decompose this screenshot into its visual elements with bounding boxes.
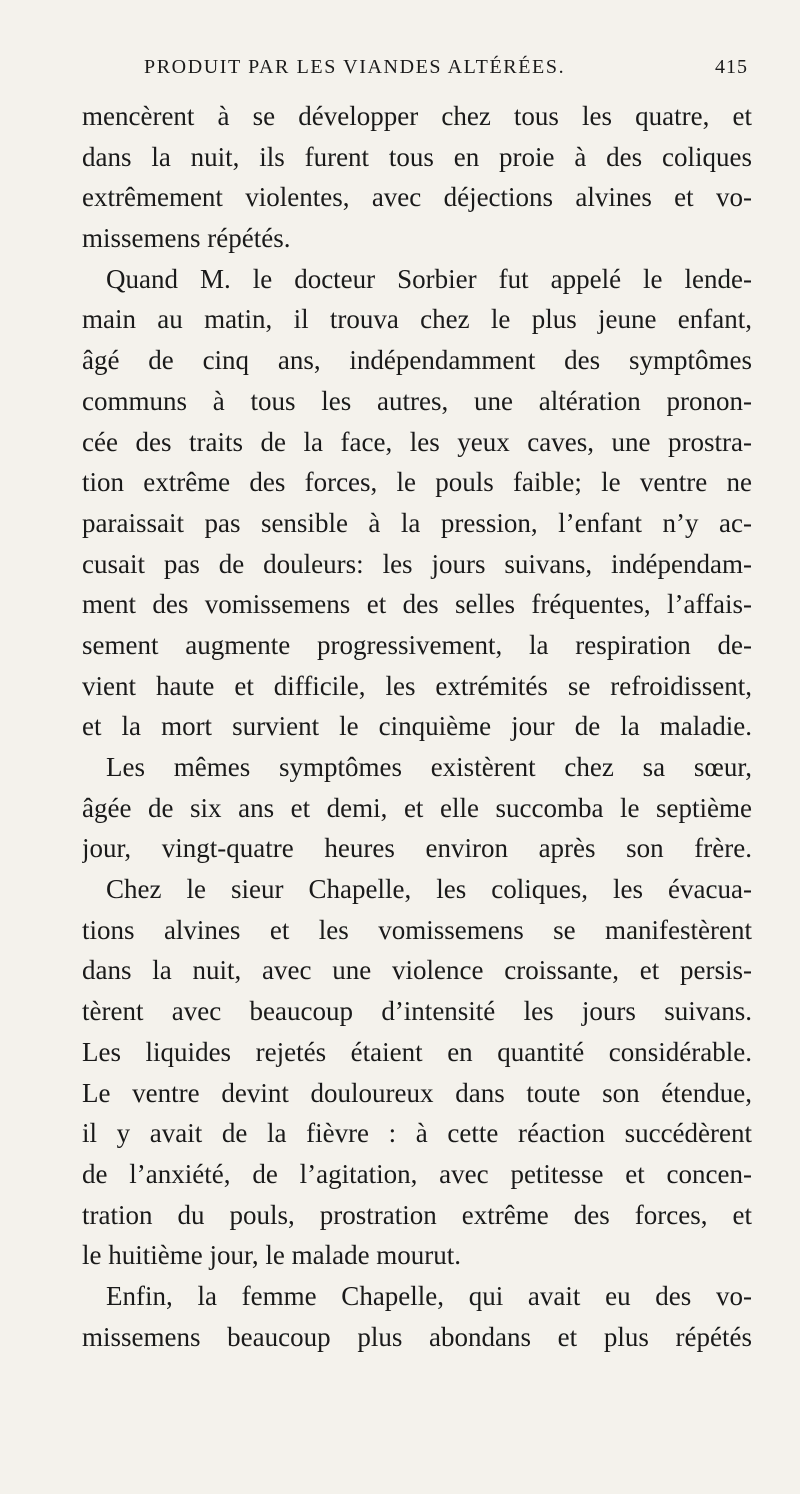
text-line: Les liquides rejetés étaient en quantité considérable. bbox=[82, 1036, 752, 1067]
text-line: communs à tous les autres, une altération pronon- bbox=[82, 385, 752, 416]
text-line: missemens répétés. bbox=[82, 223, 291, 254]
text-line: ment des vomissemens et des selles fréquentes, l’affais- bbox=[82, 589, 752, 620]
running-head bbox=[82, 44, 752, 90]
text-line: cusait pas de douleurs: les jours suivans, indépendam- bbox=[82, 548, 752, 579]
text-line: tration du pouls, prostration extrême des forces, et bbox=[82, 1199, 752, 1230]
text-line: le huitième jour, le malade mourut. bbox=[82, 1240, 462, 1271]
text-line: main au matin, il trouva chez le plus jeune enfant, bbox=[82, 304, 752, 335]
text-line: tion extrême des forces, le pouls faible; le ventre ne bbox=[82, 467, 752, 498]
text-line: tèrent avec beaucoup d’intensité les jours suivans. bbox=[82, 996, 752, 1027]
text-line: Quand M. le docteur Sorbier fut appelé le lende- bbox=[106, 263, 752, 294]
text-line: sement augmente progressivement, la respiration de- bbox=[82, 629, 752, 660]
text-line: vient haute et difficile, les extrémités se refroidissent, bbox=[82, 670, 752, 701]
text-line: extrêmement violentes, avec déjections alvines et vo- bbox=[82, 182, 752, 213]
text-line: âgé de cinq ans, indépendamment des symptômes bbox=[82, 345, 752, 376]
page-number: 415 bbox=[715, 56, 748, 78]
text-line: paraissait pas sensible à la pression, l’enfant n’y ac- bbox=[82, 507, 752, 538]
text-line: de l’anxiété, de l’agitation, avec petitesse et concen- bbox=[82, 1158, 752, 1189]
text-line: Enfin, la femme Chapelle, qui avait eu des vo- bbox=[106, 1280, 752, 1311]
text-line: Le ventre devint douloureux dans toute son étendue, bbox=[82, 1077, 752, 1108]
text-line: missemens beaucoup plus abondans et plus répétés bbox=[82, 1321, 752, 1352]
text-line: Les mêmes symptômes existèrent chez sa sœur, bbox=[106, 752, 752, 782]
text-line: jour, vingt-quatre heures environ après son frère. bbox=[82, 833, 752, 864]
text-line: cée des traits de la face, les yeux caves, une prostra- bbox=[82, 426, 752, 457]
running-title: PRODUIT PAR LES VIANDES ALTÉRÉES. bbox=[144, 56, 566, 78]
text-line: dans la nuit, avec une violence croissante, et persis- bbox=[82, 955, 752, 986]
text-line: Chez le sieur Chapelle, les coliques, les évacua- bbox=[106, 874, 752, 905]
text-line: il y avait de la fièvre : à cette réaction succédèrent bbox=[82, 1118, 752, 1149]
body-text bbox=[82, 96, 752, 1357]
text-line: âgée de six ans et demi, et elle succomba le septième bbox=[82, 792, 752, 823]
text-line: dans la nuit, ils furent tous en proie à des coliques bbox=[82, 141, 752, 172]
text-line: mencèrent à se développer chez tous les quatre, et bbox=[82, 101, 752, 131]
text-line: et la mort survient le cinquième jour de la maladie. bbox=[82, 711, 752, 742]
text-line: tions alvines et les vomissemens se manifestèrent bbox=[82, 914, 752, 945]
